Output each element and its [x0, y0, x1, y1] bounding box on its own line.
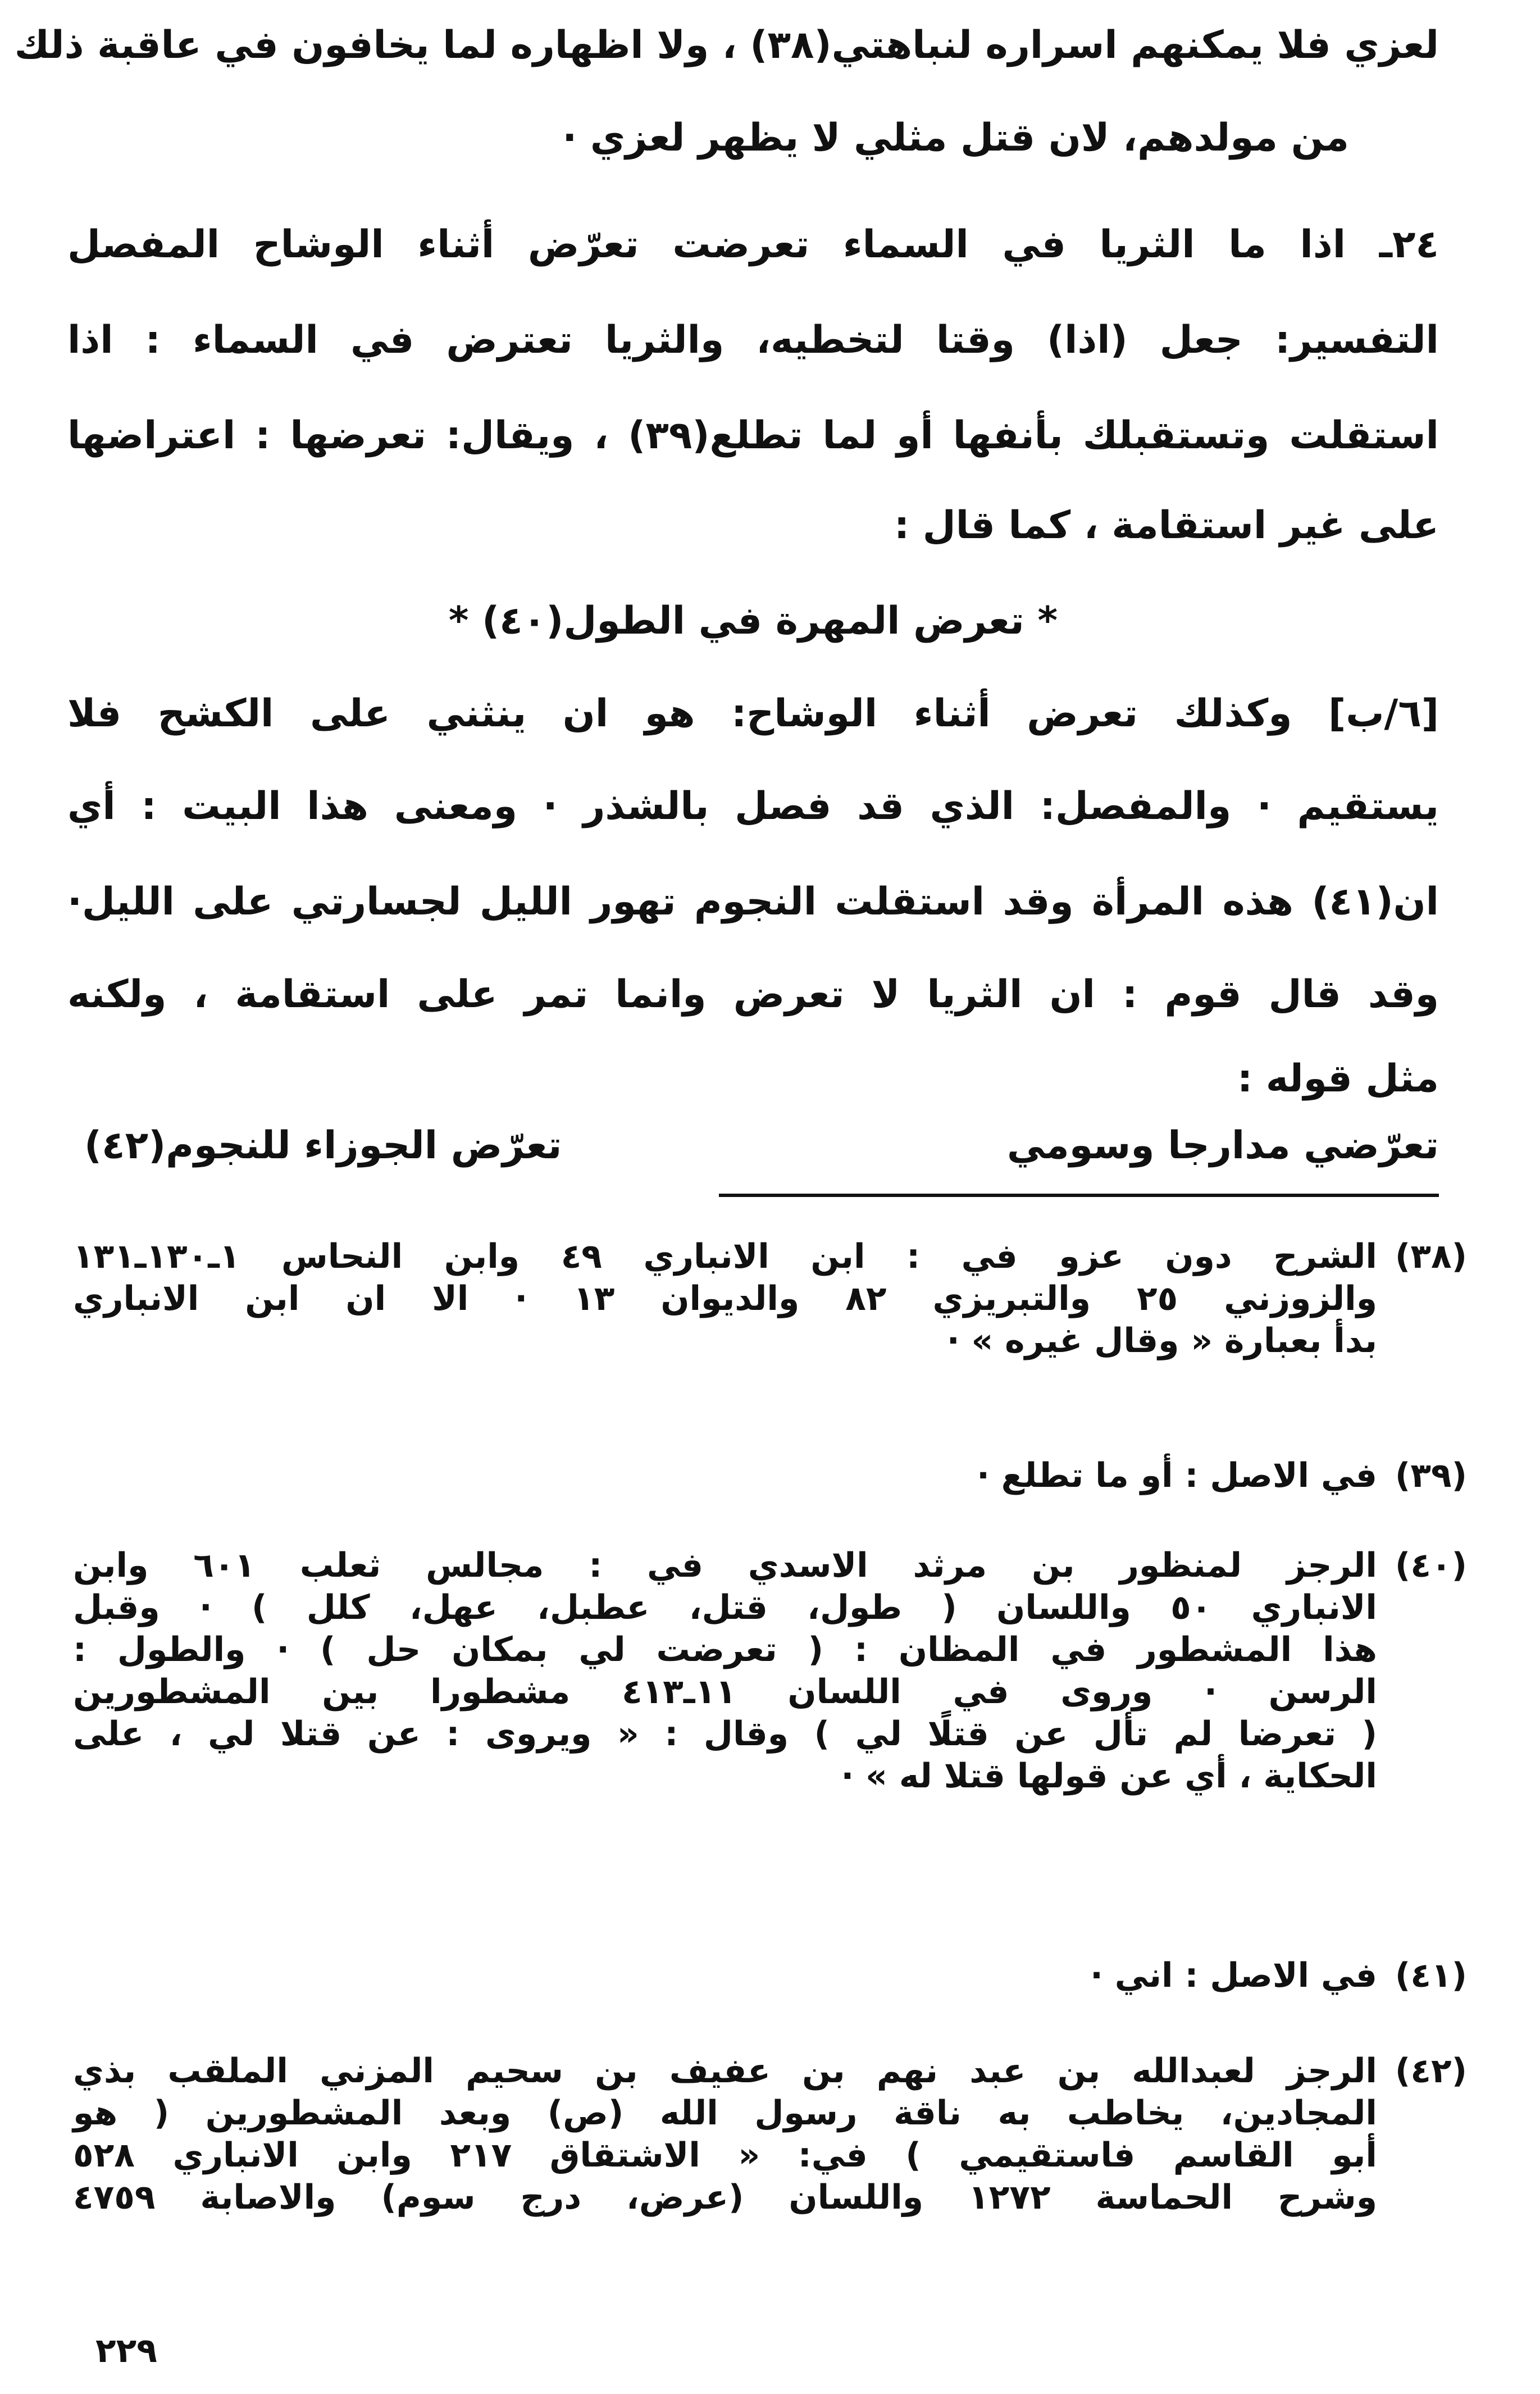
footnote-42-line-4: وشرح الحماسة ١٢٧٢ واللسان (عرض، درج سوم) والاصابة ٤٧٥٩ — [73, 2178, 1377, 2217]
body-line-4: استقلت وتستقبلك بأنفها أو لما تطلع(٣٩) ، ويقال: تعرضها : اعتراضها — [67, 413, 1439, 458]
footnote-40-number: (٤٠) — [1395, 1546, 1467, 1585]
footnote-40-line-2: الانباري ٥٠ واللسان ( طول، قتل، عطبل، عهل، كلل ) · وقبل — [73, 1588, 1377, 1627]
footnote-40-text-1: الرجز لمنظور بن مرثد الاسدي في : مجالس ثعلب ٦٠١ وابن — [73, 1546, 1377, 1585]
footnote-42-text-1: الرجز لعبدالله بن عبد نهم بن عفيف بن سحيم المزني الملقب بذي — [73, 2051, 1377, 2091]
footnote-39-line-1 — [73, 1455, 1467, 1497]
footnote-41-text-1: في الاصل : اني · — [1090, 1956, 1377, 1995]
footnote-41 — [73, 1955, 1467, 1997]
verse-second-hemistich: تعرّض الجوزاء للنجوم(٤٢) — [84, 1123, 562, 1168]
footnote-39 — [73, 1455, 1467, 1497]
footnote-40-line-3: هذا المشطور في المظان : ( تعرضت لي بمكان حل ) · والطول : — [73, 1630, 1377, 1669]
body-line-10: مثل قوله : — [1237, 1057, 1439, 1101]
verse-24: ٢٤ـ اذا ما الثريا في السماء تعرضت تعرّض أثناء الوشاح المفصل — [67, 222, 1439, 267]
footnote-40-line-6: الحكاية ، أي عن قولها قتلا له » · — [841, 1756, 1377, 1796]
body-line-5: على غير استقامة ، كما قال : — [894, 503, 1439, 548]
footnote-separator — [719, 1194, 1439, 1197]
footnote-42-line-1 — [73, 2050, 1467, 2092]
footnote-38 — [73, 1236, 1467, 1362]
footnote-40-line-4: الرسن · وروى في اللسان ١١ـ٤١٣ مشطورا بين المشطورين — [73, 1672, 1378, 1712]
body-line-2: من مولدهم، لان قتل مثلي لا يظهر لعزي · — [562, 116, 1349, 160]
footnote-38-line-1 — [73, 1236, 1467, 1278]
footnote-39-number: (٣٩) — [1395, 1456, 1467, 1495]
body-line-9: وقد قال قوم : ان الثريا لا تعرض وانما تمر على استقامة ، ولكنه — [67, 972, 1439, 1017]
footnote-41-line-1 — [73, 1955, 1467, 1997]
page-number: ٢٢٩ — [95, 2331, 157, 2370]
body-line-7: يستقيم · والمفصل: الذي قد فصل بالشذر · ومعنى هذا البيت : أي — [67, 784, 1439, 829]
footnote-40 — [73, 1545, 1467, 1797]
footnote-40-line-5: ( تعرضا لم تأل عن قتلًا لي ) وقال : « ويروى : عن قتلا لي ، على — [73, 1714, 1377, 1754]
footnote-42-line-2: المجادين، يخاطب به ناقة رسول الله (ص) وبعد المشطورين ( هو — [73, 2093, 1377, 2133]
quoted-verse — [84, 1123, 1439, 1168]
body-line-8: ان(٤١) هذه المرأة وقد استقلت النجوم تهور الليل لجسارتي على الليل· — [67, 880, 1439, 924]
footnote-42-number: (٤٢) — [1395, 2051, 1467, 2091]
footnote-38-number: (٣٨) — [1395, 1237, 1468, 1276]
footnote-39-text-1: في الاصل : أو ما تطلع · — [977, 1456, 1377, 1495]
footnote-38-text-1: الشرح دون عزو في : ابن الانباري ٤٩ وابن النحاس ١ـ١٣٠ـ١٣١ — [73, 1237, 1378, 1276]
footnote-41-number: (٤١) — [1395, 1956, 1467, 1995]
body-line-6: [٦/ب] وكذلك تعرض أثناء الوشاح: هو ان ينثني على الكشح فلا — [67, 691, 1439, 736]
quoted-hemistich: * تعرض المهرة في الطول(٤٠) * — [448, 599, 1058, 643]
footnote-40-line-1 — [73, 1545, 1467, 1587]
body-line-3: التفسير: جعل (اذا) وقتا لتخطيه، والثريا تعترض في السماء : اذا — [67, 318, 1439, 362]
footnote-42-line-3: أبو القاسم فاستقيمي ) في: « الاشتقاق ٢١٧ وابن الانباري ٥٢٨ — [73, 2136, 1377, 2175]
footnote-38-line-3: بدأ بعبارة « وقال غيره » · — [946, 1321, 1377, 1360]
body-line-1: لعزي فلا يمكنهم اسراره لنباهتي(٣٨) ، ولا اظهاره لما يخافون في عاقبة ذلك — [14, 23, 1439, 67]
footnote-42 — [73, 2050, 1467, 2219]
footnote-38-line-2: والزوزني ٢٥ والتبريزي ٨٢ والديوان ١٣ · الا ان ابن الانباري — [73, 1279, 1378, 1318]
verse-first-hemistich: تعرّضي مدارجا وسومي — [1006, 1123, 1439, 1168]
